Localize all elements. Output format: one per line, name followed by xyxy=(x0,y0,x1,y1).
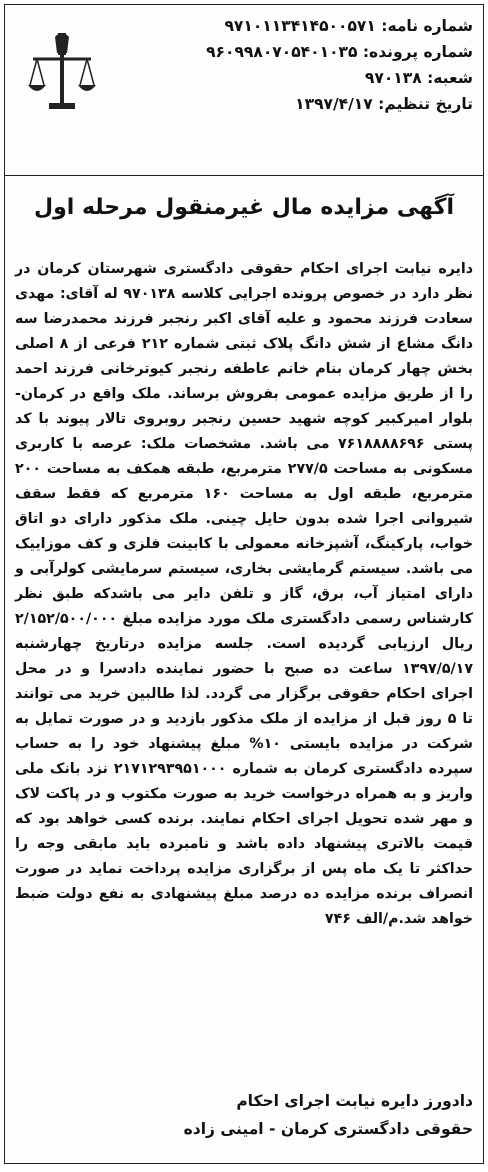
signature-line-2: حقوقی دادگستری کرمان - امینی زاده xyxy=(183,1120,473,1138)
letter-number: شماره نامه: ۹۷۱۰۱۱۳۴۱۴۵۰۰۵۷۱ xyxy=(224,17,473,35)
notice-body: دایره نیابت اجرای احکام حقوقی دادگستری شهرستان کرمان در نظر دارد در خصوص پرونده اجرایی کلاسه ۹۷۰۱۳۸ له آقای: مهدی سعادت فرزند محمود و علیه آقای اکبر رنجبر فرزند محمدرضا سه دانگ مشاع از شش دانگ پلاک ثبتی شماره ۲۱۲ فرعی از ۸ اصلی بخش چهار کرمان بنام خانم عاطفه رنجبر کیوترخانی فرزند احمد را از طریق مزایده عمومی بفروش برساند. ملک واقع در کرمان- بلوار امیرکبیر کوچه شهید حسین رنجبر روبروی تالار پیوند با کد پستی ۷۶۱۸۸۸۸۶۹۶ می باشد. مشخصات ملک: عرصه با کاربری مسکونی به مساحت ۲۷۷/۵ مترمربع، طبقه همکف به مساحت ۲۰۰ مترمربع، طبقه اول به مساحت ۱۶۰ مترمربع که فقط سقف شیروانی اجرا شده بدون حایل چینی. ملک مذکور دارای دو اتاق خواب، پارکینگ، آشپزخانه معمولی با کابینت فلزی و کف موزاییک می باشد. سیستم گرمایشی بخاری، سیستم سرمایشی کولرآبی و دارای امتیاز آب، برق، گاز و تلفن دایر می باشدکه طبق نظر کارشناس رسمی دادگستری ملک مورد مزایده مبلغ ۲/۱۵۲/۵۰۰/۰۰۰ ریال ارزیابی گردیده است. جلسه مزایده درتاریخ چهارشنبه ۱۳۹۷/۵/۱۷ ساعت ده صبح با حضور نماینده دادسرا و در محل اجرای احکام حقوقی برگزار می گردد. لذا طالبین خرید می توانند تا ۵ روز قبل از مزایده از ملک مذکور بازدید و در صورت تمایل به شرکت در مزایده بایستی ۱۰% مبلغ پیشنهاد خود را به حساب سپرده دادگستری کرمان به شماره ۲۱۷۱۲۹۳۹۵۱۰۰۰ نزد بانک ملی واریز و به همراه درخواست خرید به صورت مکتوب و در پاکت لاک و مهر شده تحویل اجرای احکام نمایند. برنده کسی خواهد بود که قیمت بالاتری پیشنهاد داده باشد و نامبرده باید مابقی وجه را حداکثر تا یک ماه پس از برگزاری مزایده پرداخت نماید در صورت انصراف برنده مزایده ده درصد مبلغ پیشنهادی به نفع دولت ضبط خواهد شد.م/الف ۷۴۶ xyxy=(15,261,474,927)
branch-number: شعبه: ۹۷۰۱۳۸ xyxy=(364,69,473,87)
scales-of-justice-icon xyxy=(27,27,97,113)
notice-page xyxy=(4,4,484,1164)
notice-header xyxy=(5,5,483,176)
notice-title: آگهی مزایده مال غیرمنقول مرحله اول xyxy=(34,195,454,220)
case-number: شماره پرونده: ۹۶۰۹۹۸۰۷۰۵۴۰۱۰۳۵ xyxy=(206,43,473,61)
signature-block xyxy=(15,1087,473,1143)
notice-metadata xyxy=(206,13,473,117)
signature-line-1: دادورز دایره نیابت اجرای احکام xyxy=(236,1092,473,1110)
issue-date: تاریخ تنظیم: ۱۳۹۷/۴/۱۷ xyxy=(295,95,473,113)
